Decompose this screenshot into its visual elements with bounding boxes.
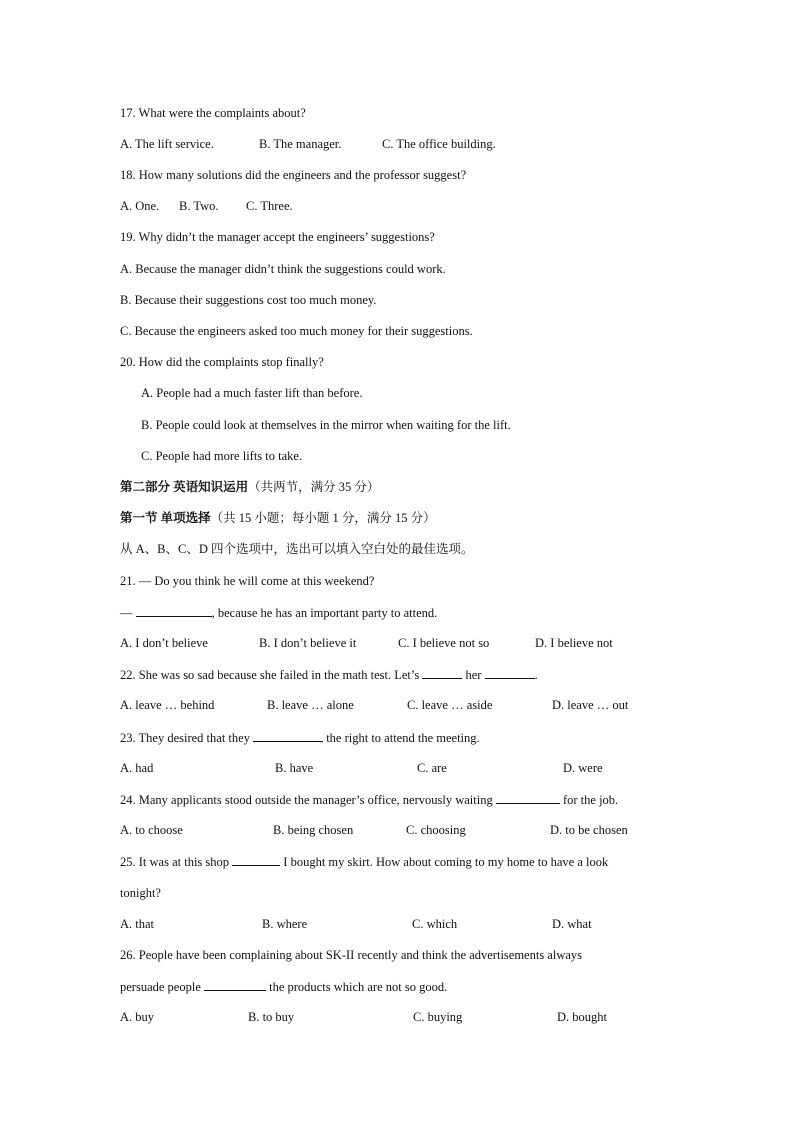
q22-option-c: C. leave … aside — [407, 698, 493, 712]
question-19-stem: 19. Why didn’t the manager accept the engineers’ suggestions? — [120, 230, 435, 244]
q26-option-a: A. buy — [120, 1010, 155, 1024]
part-2-title: 第二部分 英语知识运用 — [120, 480, 249, 494]
q26-option-b: B. to buy — [248, 1010, 295, 1024]
q21-option-b: B. I don’t believe it — [259, 636, 357, 650]
question-25-line-2: tonight? — [120, 886, 161, 900]
q17-option-b: B. The manager. — [259, 137, 342, 151]
q24-option-b: B. being chosen — [273, 823, 354, 837]
q23-option-a: A. had — [120, 761, 154, 775]
section-1-title: 第一节 单项选择 — [120, 511, 211, 525]
q20-option-c: C. People had more lifts to take. — [141, 449, 303, 463]
q21-option-a: A. I don’t believe — [120, 636, 208, 650]
q18-option-b: B. Two. — [179, 199, 219, 213]
q23-option-b: B. have — [275, 761, 314, 775]
answer-blank — [253, 729, 323, 742]
q25-option-a: A. that — [120, 917, 155, 931]
answer-blank — [422, 666, 462, 679]
section-instruction: 从 A、B、C、D 四个选项中，选出可以填入空白处的最佳选项。 — [120, 542, 474, 556]
q26-text-2: the products which are not so good. — [266, 980, 448, 994]
q24-text-1: 24. Many applicants stood outside the manager’s office, nervously waiting — [120, 793, 496, 807]
question-21-line-2 — [120, 604, 437, 621]
q26-text-1: persuade people — [120, 980, 204, 994]
question-25-line-1 — [120, 853, 608, 870]
q22-option-d: D. leave … out — [552, 698, 629, 712]
q17-option-a: A. The lift service. — [120, 137, 214, 151]
answer-blank — [485, 666, 535, 679]
q25-option-b: B. where — [262, 917, 308, 931]
q24-option-d: D. to be chosen — [550, 823, 628, 837]
q21-option-c: C. I believe not so — [398, 636, 490, 650]
answer-blank — [496, 791, 560, 804]
q25-option-c: C. which — [412, 917, 458, 931]
q23-option-d: D. were — [563, 761, 603, 775]
q25-text-1: 25. It was at this shop — [120, 855, 233, 869]
q22-text-2: her — [462, 668, 485, 682]
answer-blank — [136, 604, 212, 617]
answer-blank — [232, 853, 280, 866]
question-21-line-1: 21. — Do you think he will come at this weekend? — [120, 574, 375, 588]
q23-option-c: C. are — [417, 761, 447, 775]
q26-option-d: D. bought — [557, 1010, 607, 1024]
q24-text-2: for the job. — [559, 793, 619, 807]
q20-option-b: B. People could look at themselves in the mirror when waiting for the lift. — [141, 418, 511, 432]
section-1-score-note: （共 15 小题；每小题 1 分，满分 15 分） — [210, 511, 436, 525]
question-24-stem — [120, 791, 618, 808]
q22-text-3: . — [534, 668, 538, 682]
q18-option-a: A. One. — [120, 199, 160, 213]
q22-option-a: A. leave … behind — [120, 698, 215, 712]
q25-option-d: D. what — [552, 917, 592, 931]
q25-text-2: I bought my skirt. How about coming to my home to have a look — [280, 855, 609, 869]
question-23-stem — [120, 729, 480, 746]
q26-option-c: C. buying — [413, 1010, 463, 1024]
q22-option-b: B. leave … alone — [267, 698, 354, 712]
q24-option-a: A. to choose — [120, 823, 183, 837]
question-18-stem: 18. How many solutions did the engineers and the professor suggest? — [120, 168, 467, 182]
q19-option-c: C. Because the engineers asked too much money for their suggestions. — [120, 324, 473, 338]
q21-dash: — — [120, 606, 136, 620]
q19-option-b: B. Because their suggestions cost too much money. — [120, 293, 377, 307]
q23-text-2: the right to attend the meeting. — [323, 731, 480, 745]
q20-option-a: A. People had a much faster lift than before. — [141, 386, 363, 400]
q19-option-a: A. Because the manager didn’t think the suggestions could work. — [120, 262, 446, 276]
q23-text-1: 23. They desired that they — [120, 731, 254, 745]
section-1-heading — [120, 510, 436, 526]
question-26-line-1: 26. People have been complaining about SK-II recently and think the advertisements always — [120, 948, 583, 962]
question-22-stem — [120, 666, 538, 683]
question-17-stem: 17. What were the complaints about? — [120, 106, 306, 120]
q22-text-1: 22. She was so sad because she failed in the math test. Let’s — [120, 668, 423, 682]
part-2-score-note: （共两节，满分 35 分） — [248, 480, 380, 494]
answer-blank — [204, 978, 266, 991]
question-20-stem: 20. How did the complaints stop finally? — [120, 355, 324, 369]
q24-option-c: C. choosing — [406, 823, 466, 837]
question-26-line-2 — [120, 978, 447, 995]
q21-option-d: D. I believe not — [535, 636, 613, 650]
q17-option-c: C. The office building. — [382, 137, 496, 151]
part-2-heading — [120, 479, 379, 495]
q18-option-c: C. Three. — [246, 199, 293, 213]
q21-line-2-text: , because he has an important party to attend. — [211, 606, 438, 620]
